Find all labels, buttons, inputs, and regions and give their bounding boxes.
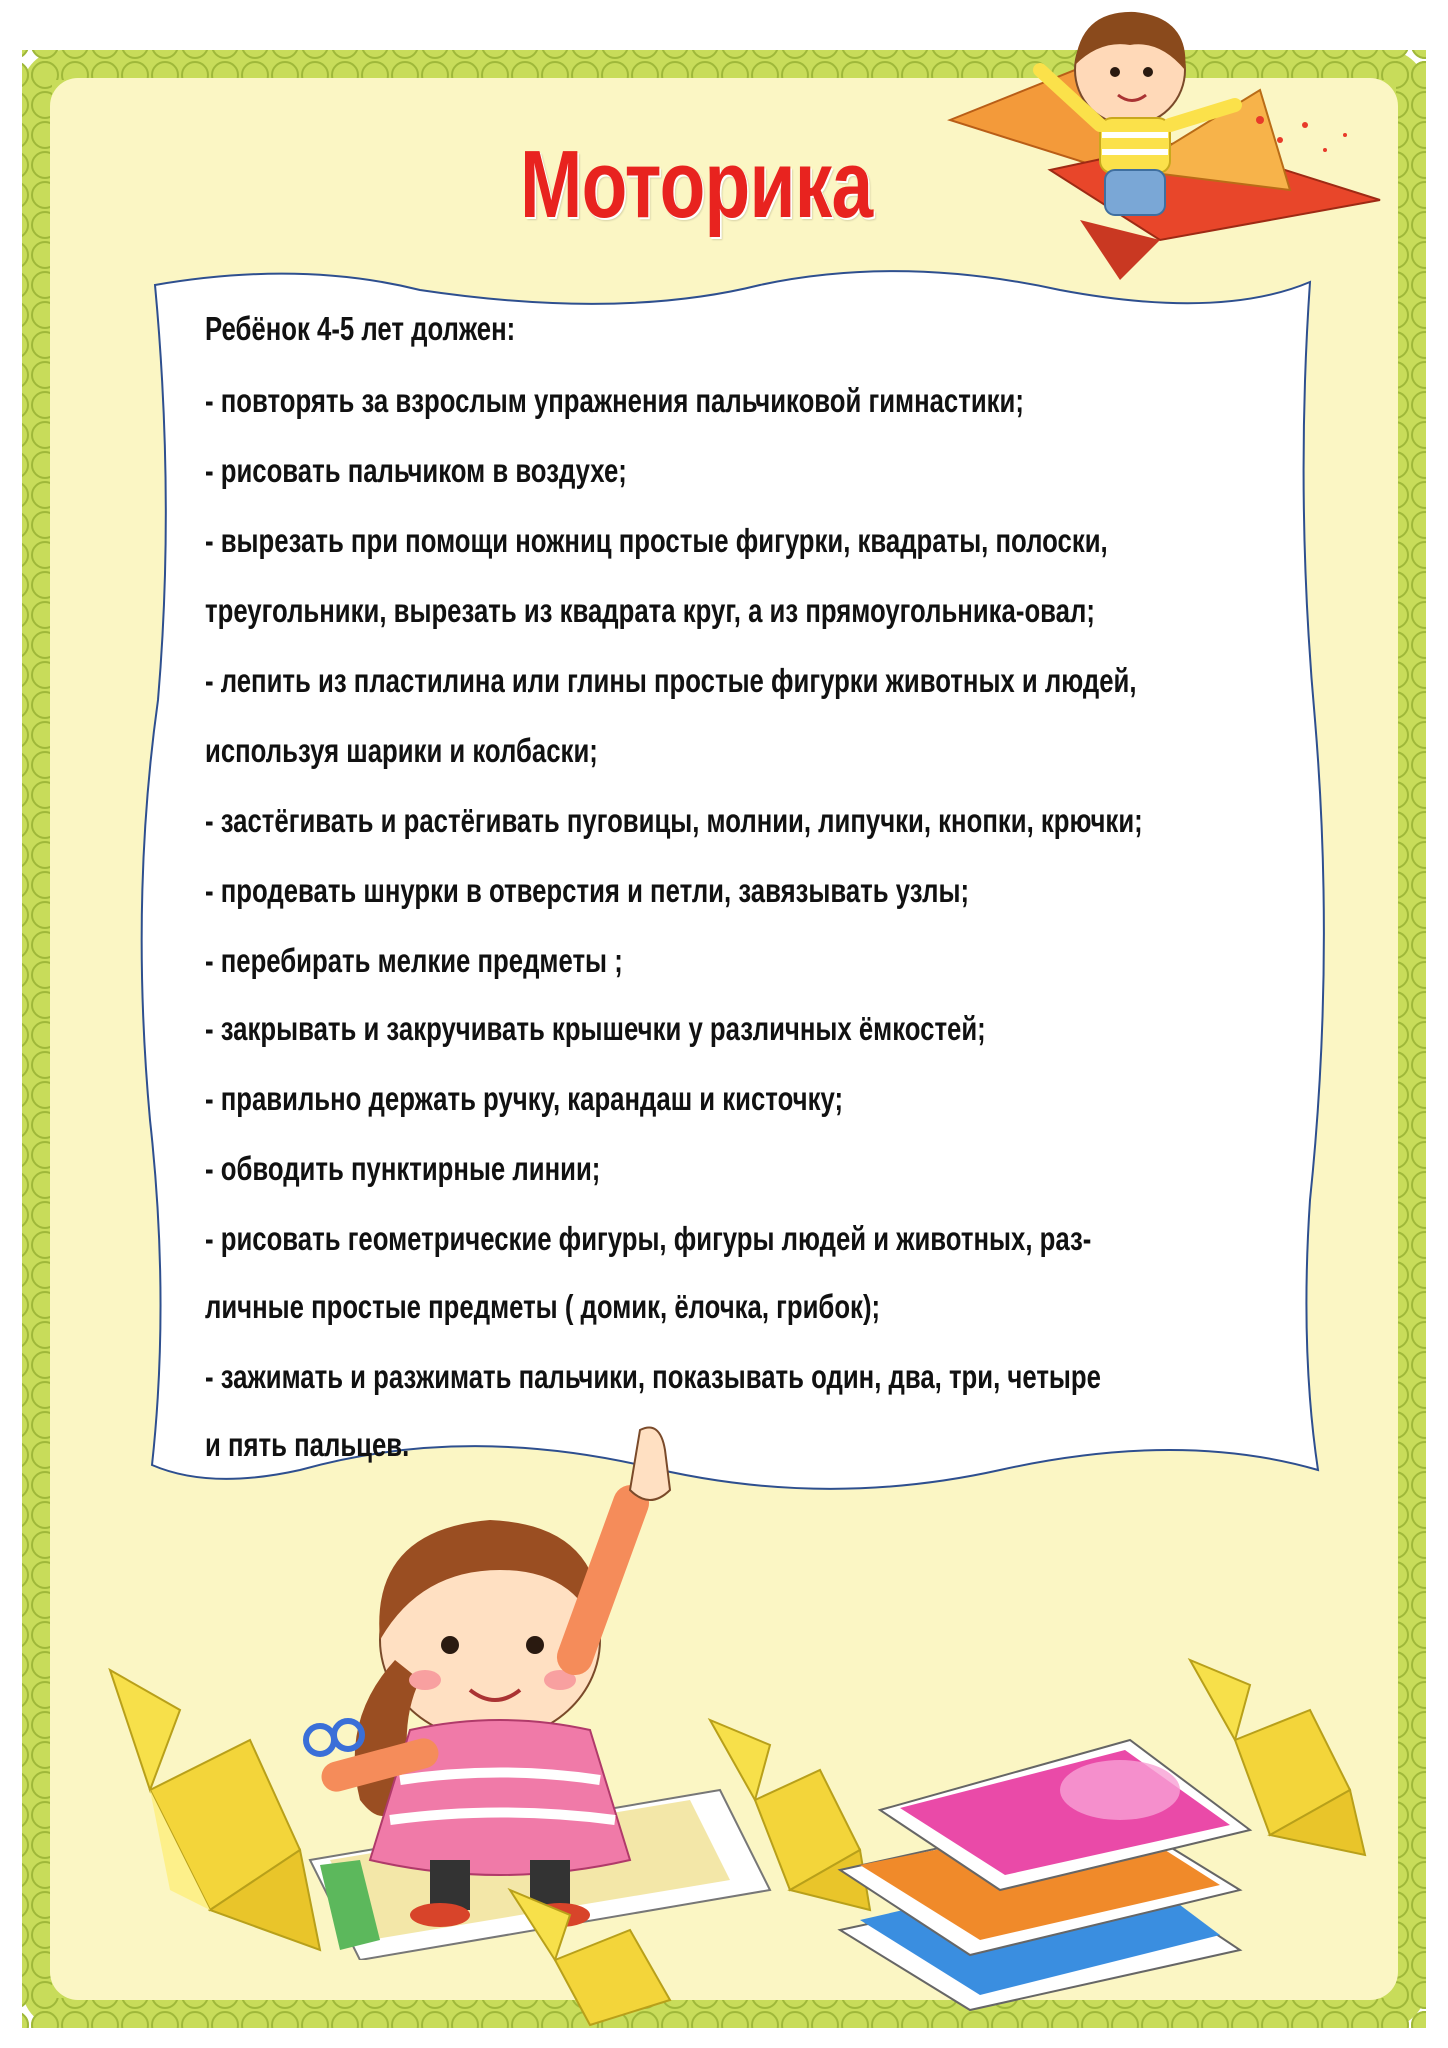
list-item: - лепить из пластилина или глины простые фигурки животных и людей, (205, 662, 1137, 699)
list-item: - обводить пунктирные линии; (205, 1150, 601, 1187)
list-item: - рисовать пальчиком в воздухе; (205, 452, 627, 489)
list-item: - перебирать мелкие предметы ; (205, 942, 623, 979)
colored-paper-stack-icon (820, 1720, 1270, 2020)
list-item: - застёгивать и растёгивать пуговицы, молнии, липучки, кнопки, крючки; (205, 802, 1143, 839)
list-item: - правильно держать ручку, карандаш и кисточку; (205, 1080, 844, 1117)
list-item: и пять пальцев. (205, 1426, 410, 1463)
origami-birds-icon (90, 1650, 350, 1980)
boy-on-origami-crane-icon (930, 0, 1410, 300)
list-item: используя шарики и колбаски; (205, 732, 598, 769)
page-title: Моторика (520, 131, 873, 238)
list-item: - повторять за взрослым упражнения пальчиковой гимнастики; (205, 382, 1024, 419)
list-item: - рисовать геометрические фигуры, фигуры людей и животных, раз- (205, 1220, 1092, 1257)
list-item: - закрывать и закручивать крышечки у различных ёмкостей; (205, 1010, 986, 1047)
intro-text: Ребёнок 4-5 лет должен: (205, 310, 516, 347)
list-item: личные простые предметы ( домик, ёлочка, грибок); (205, 1288, 881, 1325)
origami-birds-icon (500, 1880, 700, 2030)
list-item: - зажимать и разжимать пальчики, показывать один, два, три, четыре (205, 1358, 1101, 1395)
list-item: - вырезать при помощи ножниц простые фигурки, квадраты, полоски, (205, 522, 1108, 559)
list-item: треугольники, вырезать из квадрата круг, а из прямоугольника-овал; (205, 592, 1095, 629)
list-item: - продевать шнурки в отверстия и петли, завязывать узлы; (205, 872, 970, 909)
